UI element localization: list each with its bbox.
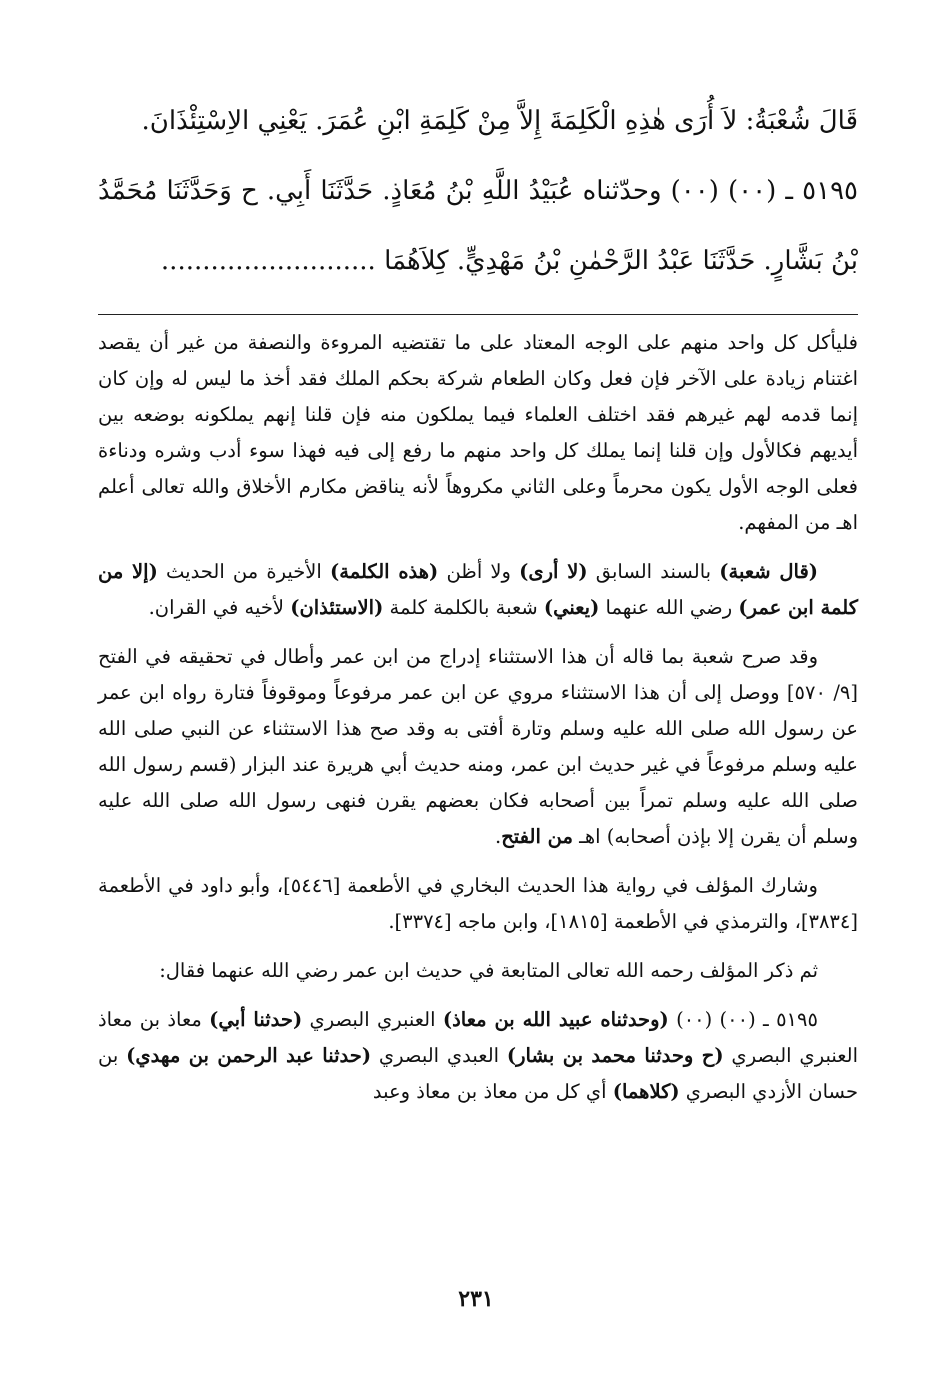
hadith-quote: قَالَ شُعْبَةُ: لاَ أُرَى هٰذِهِ الْكَلِمَةَ إِلاَّ مِنْ كَلِمَةِ ابْنِ عُمَرَ. يَعْنِي الاِسْتِئْذَانَ.: [141, 106, 858, 136]
text-run: العبدي البصري: [371, 1044, 507, 1067]
text-run: بالسند السابق: [587, 560, 720, 583]
commentary-paragraph-3: [98, 639, 858, 855]
text-run: ولا أظن: [438, 560, 520, 583]
bold-phrase: (حدثنا عبد الرحمن بن مهدي): [126, 1044, 372, 1067]
commentary: [98, 325, 858, 1110]
bold-phrase: (هذه الكلمة): [330, 560, 439, 583]
bold-phrase: (حدثنا أبي): [209, 1008, 303, 1031]
text-run: وقد صرح شعبة بما قاله أن هذا الاستثناء إدراج من ابن عمر وأطال في تحقيقه في الفتح [٩/ ٥٧٠] ووصل إلى أن هذا الاستثناء مروي عن ابن عمر مرفوعاً وموقوفاً فتارة رواه ابن عمر عن رسول الله صلى الله عليه وسلم وتارة أفتى به وقد صح هذا الاستثناء عن النبي صلى الله عليه وسلم مرفوعاً في غير حديث ابن عمر، ومنه حديث أبي هريرة عند البزار (قسم رسول الله صلى الله عليه وسلم تمراً بين أصحابه فكان بعضهم يقرن فنهى رسول الله صلى الله عليه وسلم أن يقرن إلا بإذن أصحابه) اهـ: [98, 645, 858, 848]
commentary-paragraph-6: [98, 1002, 858, 1110]
text-run: العنبري البصري: [302, 1008, 443, 1031]
page-number: ٢٣١: [458, 1286, 494, 1312]
text-run: معاذ بن معاذ العنبري البصري: [98, 1008, 858, 1067]
text-run: لأخيه في القران.: [148, 596, 291, 619]
bold-phrase: (وحدثناه عبيد الله بن معاذ): [442, 1008, 669, 1031]
text-run: رضي الله عنهما: [599, 596, 739, 619]
commentary-paragraph-1: فليأكل كل واحد منهم على الوجه المعتاد على ما تقتضيه المروءة والنصفة من غير أن يقصد اغتنام زيادة على الآخر فإن فعل وكان الطعام شركة بحكم الملك فقد أخذ ما ليس له وإن كان إنما قدمه لهم غيرهم فقد اختلف العلماء فيما يملكون منه فإن قلنا إنهم يملكونه بوضعه بين أيديهم فكالأول وإن قلنا إنما يملك كل واحد منهم ما رفع إلى فيه فهذا سوء أدب وشره ودناءة فعلى الوجه الأول يكون محرماً وعلى الثاني مكروهاً لأنه يناقض مكارم الأخلاق والله تعالى أعلم اهـ من المفهم.: [98, 331, 859, 534]
text-run: الأخيرة من الحديث: [157, 560, 331, 583]
commentary-paragraph-2: [98, 554, 858, 626]
text-run: شعبة بالكلمة كلمة: [383, 596, 544, 619]
bold-phrase: (قال شعبة): [719, 560, 819, 583]
bold-phrase: من الفتح: [501, 825, 573, 848]
text-run: أي كل من معاذ بن معاذ وعبد: [372, 1080, 613, 1103]
bold-phrase: (يعني): [543, 596, 600, 619]
commentary-paragraph-5: ثم ذكر المؤلف رحمه الله تعالى المتابعة في حديث ابن عمر رضي الله عنهما فقال:: [159, 959, 818, 982]
bold-phrase: (الاستئذان): [290, 596, 384, 619]
text-run: ٥١٩٥ ـ (٠٠) (٠٠): [668, 1008, 818, 1031]
page-body: [98, 86, 858, 1123]
bold-phrase: (لا أرى): [519, 560, 588, 583]
text-run: .: [495, 825, 502, 848]
footnote-divider: [98, 314, 858, 315]
hadith-narration: ٥١٩٥ ـ (٠٠) (٠٠) وحدّثناه عُبَيْدُ اللَّهِ بْنُ مُعَاذٍ. حَدَّثَنَا أَبِي. ح وَحَدَّثَنَا مُحَمَّدُ بْنُ بَشَّارٍ. حَدَّثَنَا عَبْدُ الرَّحْمٰنِ بْنُ مَهْدِيٍّ. كِلاَهُمَا ..........................: [98, 176, 859, 276]
text-run: بن حسان الأزدي البصري: [98, 1044, 858, 1103]
hadith-text: [98, 86, 858, 296]
bold-phrase: (ح وحدثنا محمد بن بشار): [506, 1044, 724, 1067]
commentary-paragraph-4: وشارك المؤلف في رواية هذا الحديث البخاري في الأطعمة [٥٤٤٦]، وأبو داود في الأطعمة [٣٨٣٤]، والترمذي في الأطعمة [١٨١٥]، وابن ماجه [٣٣٧٤].: [98, 874, 858, 933]
bold-phrase: (إلا من كلمة ابن عمر): [98, 560, 858, 619]
bold-phrase: (كلاهما): [612, 1080, 680, 1103]
